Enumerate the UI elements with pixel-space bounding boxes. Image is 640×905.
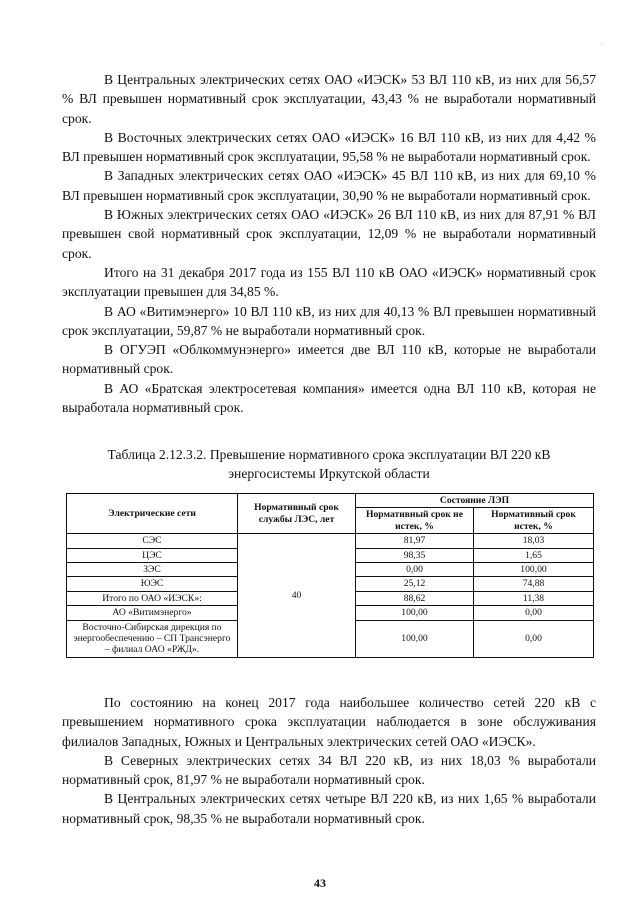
row-name: ЗЭС bbox=[67, 563, 238, 577]
caption-line-1: Таблица 2.12.3.2. Превышение нормативного срока эксплуатации ВЛ 220 кВ bbox=[107, 447, 551, 462]
row-name: ЦЭС bbox=[67, 548, 238, 562]
table-row bbox=[67, 534, 594, 548]
paragraph: Итого на 31 декабря 2017 года из 155 ВЛ 110 кВ ОАО «ИЭСК» нормативный срок эксплуатации превышен для 34,85 %. bbox=[62, 264, 596, 300]
overhead-lines-table bbox=[66, 493, 594, 658]
expired-cell: 1,65 bbox=[474, 548, 594, 562]
bottom-paragraphs bbox=[62, 693, 596, 828]
not-expired-cell: 100,00 bbox=[356, 620, 474, 657]
not-expired-cell: 100,00 bbox=[356, 606, 474, 620]
header-norm-term: Нормативный срок службы ЛЭС, лет bbox=[238, 494, 356, 534]
header-networks: Электрические сети bbox=[67, 494, 238, 534]
scan-mark: · bbox=[600, 40, 603, 49]
expired-cell: 0,00 bbox=[474, 606, 594, 620]
expired-cell: 100,00 bbox=[474, 563, 594, 577]
paragraph: В ОГУЭП «Облкоммунэнерго» имеется две ВЛ 110 кВ, которые не выработали нормативный срок. bbox=[62, 342, 596, 377]
expired-cell: 0,00 bbox=[474, 620, 594, 657]
not-expired-cell: 81,97 bbox=[356, 534, 474, 548]
page-number: 43 bbox=[314, 876, 326, 890]
paragraph: По состоянию на конец 2017 года наибольшее количество сетей 220 кВ с превышением нормативного срока эксплуатации наблюдается в зоне обслуживания филиалов Западных, Южных и Центральных электрических сетей ОАО «ИЭСК». bbox=[62, 695, 596, 749]
header-not-expired: Нормативный срок не истек, % bbox=[356, 508, 474, 534]
paragraph: В АО «Братская электросетевая компания» имеется одна ВЛ 110 кВ, которая не выработала нормативный срок. bbox=[62, 380, 596, 416]
paragraph: В Центральных электрических сетях ОАО «ИЭСК» 53 ВЛ 110 кВ, из них для 56,57 % ВЛ превышен нормативный срок эксплуатации, 43,43 % не выработали нормативный срок. bbox=[62, 72, 596, 126]
caption-line-2: энергосистемы Иркутской области bbox=[228, 466, 430, 481]
top-paragraphs bbox=[62, 70, 596, 417]
paragraph: В Западных электрических сетях ОАО «ИЭСК» 45 ВЛ 110 кВ, из них для 69,10 % ВЛ превышен нормативный срок эксплуатации, 30,90 % не выработали нормативный срок. bbox=[62, 168, 596, 203]
not-expired-cell: 0,00 bbox=[356, 563, 474, 577]
paragraph: В Восточных электрических сетях ОАО «ИЭСК» 16 ВЛ 110 кВ, из них для 4,42 % ВЛ превышен нормативный срок эксплуатации, 95,58 % не выработали нормативный срок. bbox=[62, 129, 596, 165]
header-expired: Нормативный срок истек, % bbox=[474, 508, 594, 534]
not-expired-cell: 98,35 bbox=[356, 548, 474, 562]
expired-cell: 18,03 bbox=[474, 534, 594, 548]
row-name: ЮЭС bbox=[67, 577, 238, 591]
row-name: СЭС bbox=[67, 534, 238, 548]
paragraph: В Центральных электрических сетях четыре ВЛ 220 кВ, из них 1,65 % выработали нормативный срок, 98,35 % не выработали нормативный срок. bbox=[62, 791, 596, 826]
table-caption bbox=[62, 445, 596, 483]
row-name: Восточно-Сибирская дирекция по энергообеспечению – СП Трансэнерго – филиал ОАО «РЖД». bbox=[67, 620, 238, 657]
norm-term-value: 40 bbox=[238, 534, 356, 658]
not-expired-cell: 88,62 bbox=[356, 591, 474, 605]
paragraph: В Южных электрических сетях ОАО «ИЭСК» 26 ВЛ 110 кВ, из них для 87,91 % ВЛ превышен свой нормативный срок эксплуатации, 12,09 % не выработали нормативный срок. bbox=[62, 207, 596, 261]
row-name: Итого по ОАО «ИЭСК»: bbox=[67, 591, 238, 605]
paragraph: В Северных электрических сетях 34 ВЛ 220 кВ, из них 18,03 % выработали нормативный срок, 81,97 % не выработали нормативный срок. bbox=[62, 752, 596, 788]
expired-cell: 11,38 bbox=[474, 591, 594, 605]
row-name: АО «Витимэнерго» bbox=[67, 606, 238, 620]
header-state: Состояние ЛЭП bbox=[356, 494, 594, 508]
not-expired-cell: 25,12 bbox=[356, 577, 474, 591]
paragraph: В АО «Витимэнерго» 10 ВЛ 110 кВ, из них для 40,13 % ВЛ превышен нормативный срок эксплуатации, 59,87 % не выработали нормативный срок. bbox=[62, 303, 596, 338]
expired-cell: 74,88 bbox=[474, 577, 594, 591]
